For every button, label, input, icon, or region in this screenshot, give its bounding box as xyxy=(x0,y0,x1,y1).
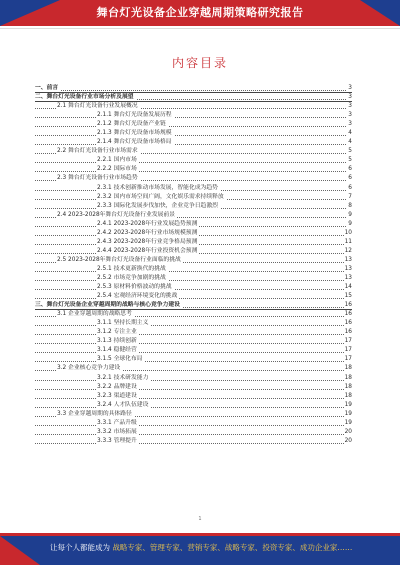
toc-leader-dots xyxy=(35,325,346,326)
toc-entry[interactable] xyxy=(35,383,352,392)
footer-slogan xyxy=(50,541,352,555)
toc-entry-page: 14 xyxy=(344,284,352,291)
toc-entry[interactable] xyxy=(35,346,352,355)
toc-entry[interactable] xyxy=(35,120,352,129)
toc-entry[interactable] xyxy=(35,111,352,120)
toc-entry-title: 3.3 企业穿越周期的具体路径 xyxy=(57,410,132,417)
toc-entry-page: 13 xyxy=(344,256,352,263)
toc-leader-dots xyxy=(35,126,346,127)
toc-leader-dots xyxy=(35,289,346,290)
toc-entry-page: 10 xyxy=(344,229,352,236)
toc-entry-title: 2.3.2 国内市场空间广阔，文化娱乐需求持续释放 xyxy=(97,193,224,200)
toc-entry-title: 2.5.3 原材料价格波动的挑战 xyxy=(97,284,172,291)
toc-entry-page: 12 xyxy=(344,247,352,254)
toc-entry-title: 二、舞台灯光设备行业市场分析及展望 xyxy=(35,94,134,101)
toc-entry-title: 3.3.3 管理提升 xyxy=(97,437,137,444)
toc-entry-page: 11 xyxy=(344,238,352,245)
toc-entry[interactable] xyxy=(35,202,352,211)
toc-leader-dots xyxy=(35,389,346,390)
toc-leader-dots xyxy=(35,117,346,118)
toc-entry-page: 16 xyxy=(344,329,352,336)
toc-entry[interactable] xyxy=(35,310,352,319)
toc-entry-page: 3 xyxy=(348,94,352,101)
toc-leader-dots xyxy=(35,434,346,435)
toc-entry-page: 18 xyxy=(344,392,352,399)
toc-entry[interactable] xyxy=(35,401,352,410)
toc-leader-dots xyxy=(35,171,346,172)
toc-entry-page: 19 xyxy=(344,410,352,417)
toc-entry[interactable] xyxy=(35,256,352,265)
toc-leader-dots xyxy=(35,334,346,335)
toc-entry-title: 3.1.5 全球化布局 xyxy=(97,356,143,363)
toc-leader-dots xyxy=(35,90,346,91)
toc-entry[interactable] xyxy=(35,102,352,111)
table-of-contents xyxy=(35,84,352,446)
toc-entry[interactable] xyxy=(35,165,352,174)
footer-red-accent xyxy=(0,536,40,565)
toc-entry[interactable] xyxy=(35,410,352,419)
toc-leader-dots xyxy=(35,443,346,444)
toc-entry-title: 3.1 企业穿越周期的战略思考 xyxy=(57,311,132,318)
toc-entry-page: 13 xyxy=(344,265,352,272)
toc-entry[interactable] xyxy=(35,328,352,337)
header-banner xyxy=(0,0,400,26)
toc-entry-page: 19 xyxy=(344,419,352,426)
section-rule xyxy=(35,101,352,102)
toc-entry[interactable] xyxy=(35,265,352,274)
toc-entry-title: 2.5.1 技术更新换代的挑战 xyxy=(97,265,166,272)
toc-entry-title: 2.5.2 市场竞争加剧的挑战 xyxy=(97,274,166,281)
toc-entry[interactable] xyxy=(35,355,352,364)
toc-leader-dots xyxy=(35,271,346,272)
toc-leader-dots xyxy=(35,298,346,299)
toc-entry-page: 8 xyxy=(348,202,352,209)
toc-entry[interactable] xyxy=(35,437,352,446)
toc-entry[interactable] xyxy=(35,138,352,147)
toc-entry-page: 16 xyxy=(344,302,352,309)
toc-leader-dots xyxy=(35,144,346,145)
section-rule xyxy=(35,309,352,310)
toc-entry-page: 9 xyxy=(348,211,352,218)
toc-entry[interactable] xyxy=(35,274,352,283)
toc-entry-title: 3.2.3 渠道建设 xyxy=(97,392,137,399)
toc-entry-page: 13 xyxy=(344,274,352,281)
toc-entry-title: 2.1.4 舞台灯光设备市场格局 xyxy=(97,139,172,146)
toc-entry[interactable] xyxy=(35,229,352,238)
toc-entry[interactable] xyxy=(35,419,352,428)
toc-entry-title: 3.2.1 技术研发能力 xyxy=(97,374,149,381)
toc-entry-title: 2.1.1 舞台灯光设备发展历程 xyxy=(97,112,172,119)
toc-entry-page: 3 xyxy=(348,103,352,110)
toc-leader-dots xyxy=(35,280,346,281)
toc-entry-page: 18 xyxy=(344,374,352,381)
toc-entry[interactable] xyxy=(35,156,352,165)
section-rule xyxy=(35,92,352,93)
toc-entry-title: 2.3 舞台灯光设备行业市场趋势 xyxy=(57,175,138,182)
toc-entry-page: 3 xyxy=(348,121,352,128)
toc-entry-page: 6 xyxy=(348,175,352,182)
toc-entry-page: 9 xyxy=(348,220,352,227)
toc-entry-page: 3 xyxy=(348,85,352,91)
toc-leader-dots xyxy=(35,398,346,399)
toc-entry-title: 2.3.3 国际化发展步伐加快，企业竞争日趋激烈 xyxy=(97,202,218,209)
toc-entry-page: 18 xyxy=(344,365,352,372)
toc-entry-title: 2.5 2023-2028年舞台灯光设备行业面临的挑战 xyxy=(57,256,181,263)
toc-heading: 内容目录 xyxy=(171,56,228,70)
toc-entry[interactable] xyxy=(35,292,352,301)
toc-entry-page: 19 xyxy=(344,401,352,408)
toc-entry-page: 17 xyxy=(344,347,352,354)
toc-entry-page: 5 xyxy=(348,148,352,155)
toc-entry[interactable] xyxy=(35,337,352,346)
toc-entry-title: 3.1.4 稳健经营 xyxy=(97,347,137,354)
header-divider xyxy=(0,28,400,29)
toc-entry[interactable] xyxy=(35,428,352,437)
toc-entry[interactable] xyxy=(35,374,352,383)
toc-entry[interactable] xyxy=(35,283,352,292)
toc-entry[interactable] xyxy=(35,193,352,202)
toc-entry-title: 3.3.2 市场拓展 xyxy=(97,428,137,435)
toc-entry-page: 5 xyxy=(348,157,352,164)
toc-leader-dots xyxy=(35,407,346,408)
toc-entry-page: 20 xyxy=(344,428,352,435)
toc-entry-title: 2.2 舞台灯光设备行业市场需求 xyxy=(57,148,138,155)
toc-entry-page: 17 xyxy=(344,356,352,363)
toc-entry[interactable] xyxy=(35,220,352,229)
toc-leader-dots xyxy=(35,162,346,163)
toc-entry-title: 2.3.1 技术创新推动市场发展，智能化成为趋势 xyxy=(97,184,218,191)
toc-entry-title: 3.1.2 专注主业 xyxy=(97,329,137,336)
toc-entry-title: 3.1.3 持续创新 xyxy=(97,338,137,345)
toc-entry-title: 2.2.1 国内市场 xyxy=(97,157,137,164)
toc-leader-dots xyxy=(35,343,346,344)
toc-entry-page: 4 xyxy=(348,139,352,146)
toc-entry-page: 7 xyxy=(348,193,352,200)
toc-entry-title: 2.4.4 2023-2028年行业投资机会预测 xyxy=(97,247,198,254)
toc-entry[interactable] xyxy=(35,392,352,401)
toc-entry[interactable] xyxy=(35,174,352,183)
page-number: 1 xyxy=(198,516,202,522)
toc-entry-page: 6 xyxy=(348,166,352,173)
toc-entry[interactable] xyxy=(35,147,352,156)
toc-entry-title: 2.4.2 2023-2028年行业市场规模预测 xyxy=(97,229,198,236)
toc-entry-title: 2.1.2 舞台灯光设备产业链 xyxy=(97,121,166,128)
footer-slogan-main: 让每个人都能成为 xyxy=(50,543,110,552)
toc-entry-title: 三、舞台灯光设备企业穿越周期的战略与核心竞争力建设 xyxy=(35,302,180,309)
toc-entry-title: 3.2 企业核心竞争力建设 xyxy=(57,365,121,372)
toc-entry-title: 2.4.1 2023-2028年行业发展趋势预测 xyxy=(97,220,198,227)
toc-entry-page: 6 xyxy=(348,184,352,191)
toc-entry-page: 15 xyxy=(344,293,352,300)
toc-leader-dots xyxy=(35,352,346,353)
toc-entry[interactable] xyxy=(35,238,352,247)
toc-entry[interactable] xyxy=(35,129,352,138)
toc-entry-title: 2.2.2 国际市场 xyxy=(97,166,137,173)
toc-entry[interactable] xyxy=(35,211,352,220)
toc-entry-title: 2.5.4 宏观经济环境变化的挑战 xyxy=(97,293,178,300)
toc-entry-title: 2.1.3 舞台灯光设备市场规模 xyxy=(97,130,172,137)
toc-entry-title: 3.2.2 品牌建设 xyxy=(97,383,137,390)
toc-entry[interactable] xyxy=(35,184,352,193)
toc-entry-title: 2.1 舞台灯光设备行业发展概况 xyxy=(57,103,138,110)
toc-entry-title: 3.2.4 人才队伍建设 xyxy=(97,401,149,408)
toc-entry-title: 2.4 2023-2028年舞台灯光设备行业发展前景 xyxy=(57,211,176,218)
toc-entry-title: 2.4.3 2023-2028年行业竞争格局预测 xyxy=(97,238,198,245)
toc-entry-page: 18 xyxy=(344,383,352,390)
toc-entry-page: 4 xyxy=(348,130,352,137)
report-title: 舞台灯光设备企业穿越周期策略研究报告 xyxy=(96,6,304,19)
toc-entry[interactable] xyxy=(35,364,352,373)
toc-entry-title: 3.3.1 产品升级 xyxy=(97,419,137,426)
toc-leader-dots xyxy=(35,361,346,362)
footer-slogan-highlight: 战略专家、管理专家、营销专家、战略专家、投资专家、成功企业家…… xyxy=(112,543,353,552)
toc-entry-page: 3 xyxy=(348,112,352,119)
toc-leader-dots xyxy=(35,135,346,136)
toc-entry[interactable] xyxy=(35,247,352,256)
toc-entry-title: 一、前言 xyxy=(35,85,59,91)
toc-entry-page: 20 xyxy=(344,437,352,444)
toc-leader-dots xyxy=(35,380,346,381)
toc-entry-page: 17 xyxy=(344,338,352,345)
toc-leader-dots xyxy=(35,425,346,426)
toc-entry-page: 16 xyxy=(344,311,352,318)
toc-entry-page: 16 xyxy=(344,320,352,327)
toc-entry[interactable] xyxy=(35,319,352,328)
toc-entry-title: 3.1.1 坚持长期主义 xyxy=(97,320,149,327)
